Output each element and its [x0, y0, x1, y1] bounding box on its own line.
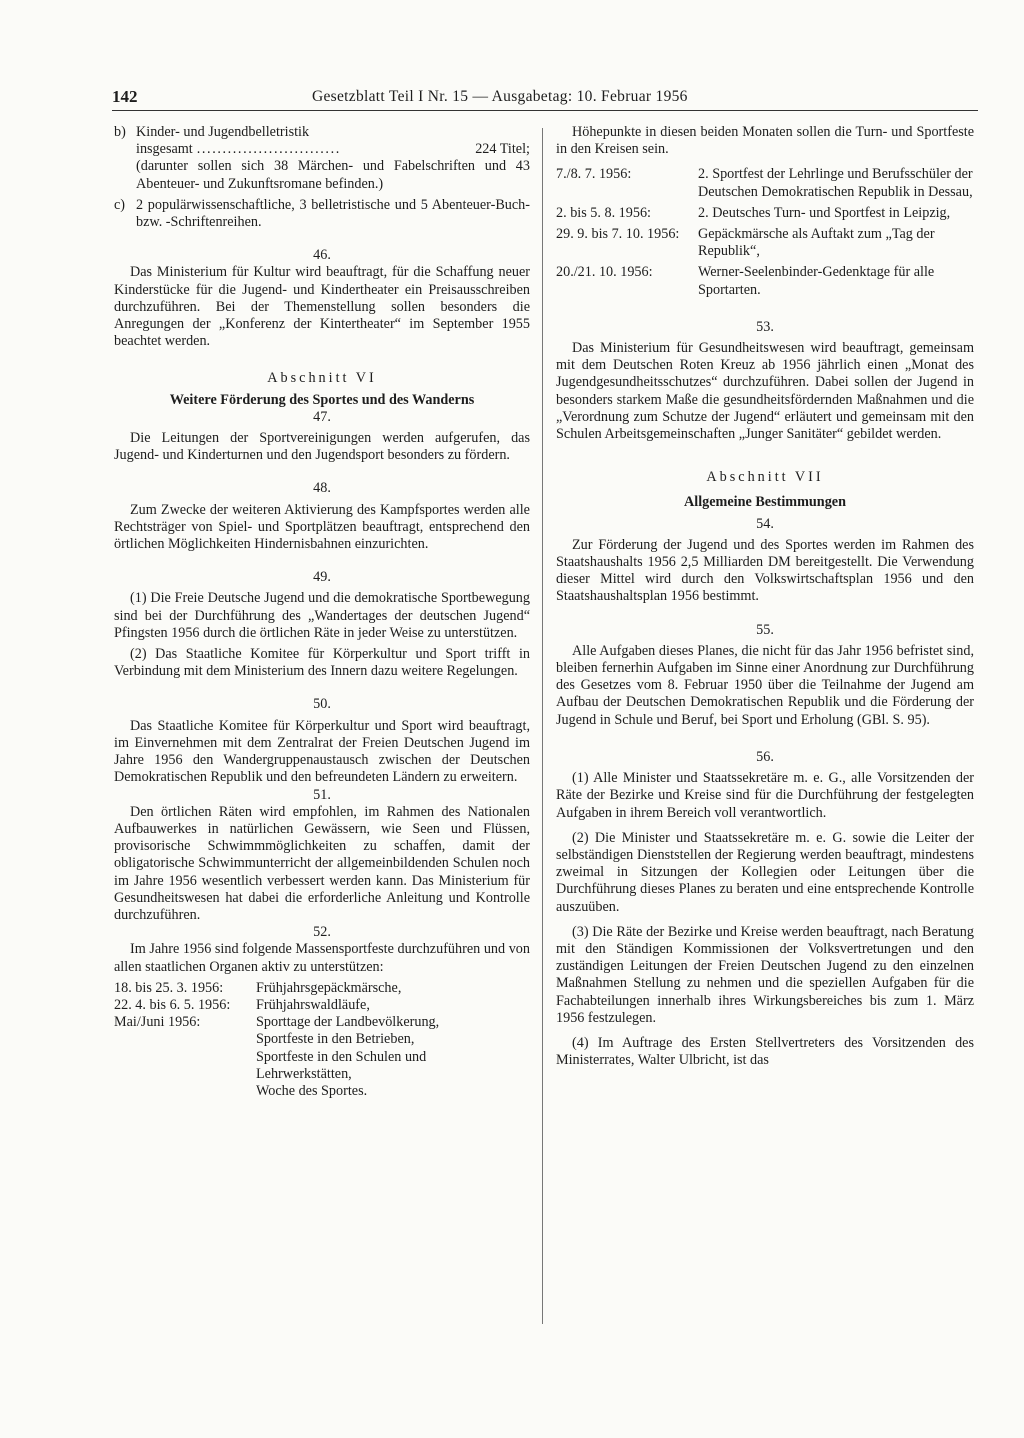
- list-item-b: [114, 124, 530, 193]
- schedule-event: Sportfeste in den Betrieben,: [256, 1031, 415, 1048]
- column-divider: [542, 128, 543, 1324]
- schedule-row: [556, 205, 974, 222]
- schedule-date: 2. bis 5. 8. 1956:: [556, 204, 651, 221]
- list-item-c: [114, 197, 530, 231]
- page-number: 142: [112, 87, 138, 106]
- list-label: b): [114, 124, 126, 140]
- paragraph-number: 56.: [756, 748, 774, 765]
- schedule-event: Sportfeste in den Schulen und Lehrwerkstätten,: [256, 1048, 427, 1082]
- right-column: [556, 124, 974, 1069]
- list-item-text: 2 populärwissenschaftliche, 3 belletristische und 5 Abenteuer-Buch- bzw. -Schriftenreihen.: [136, 196, 530, 231]
- schedule-row: [114, 997, 530, 1014]
- list-item-text: Kinder- und Jugendbelletristik: [136, 124, 310, 140]
- list-item-value: 224 Titel;: [475, 141, 530, 158]
- section-heading: Abschnitt VII: [706, 469, 824, 486]
- paragraph: (2) Das Staatliche Komitee für Körperkultur und Sport trifft in Verbindung mit dem Ministerium des Innern dazu weitere Regelungen.: [114, 646, 530, 680]
- schedule-event: Woche des Sportes.: [256, 1082, 368, 1099]
- paragraph: Alle Aufgaben dieses Planes, die nicht für das Jahr 1956 befristet sind, bleiben fernerhin Aufgaben im Sinne einer Anordnung zur Durchführung des Gesetzes vom 8. Februar 1950 über die Teilnahme der Jugend am Aufbau der Deutschen Demokratischen Republik und die Förderung der Jugend in Schule und Beruf, bei Sport und Erholung (GBl. S. 95).: [556, 642, 974, 728]
- paragraph: (3) Die Räte der Bezirke und Kreise werden beauftragt, nach Beratung mit den Ständigen Kommissionen der Volksvertretungen und den zuständigen Leitungen der Freien Deutschen Jugend zu den einzelnen Maßnahmen Stellung zu nehmen und die speziellen Aufgaben für die Fachabteilungen innerhalb ihres Wirkungsbereiches bis zum 1. März 1956 festzulegen.: [556, 923, 974, 1026]
- paragraph: Das Ministerium für Kultur wird beauftragt, für die Schaffung neuer Kinderstücke für die Jugend- und Kindertheater ein Preisausschreiben durchzuführen. Bei der Themenstellung sollen besonders die Anregungen der „Konferenz der Kintertheater“ im September 1955 beachtet werden.: [114, 264, 530, 350]
- paragraph-number: 52.: [313, 924, 331, 941]
- schedule-row: [114, 980, 530, 997]
- paragraph-number: 46.: [313, 247, 331, 264]
- paragraph-number: 55.: [756, 621, 774, 638]
- schedule-event: 2. Deutsches Turn- und Sportfest in Leipzig,: [698, 204, 951, 221]
- paragraph: (1) Alle Minister und Staatssekretäre m. e. G., alle Vorsitzenden der Räte der Bezirke und Kreise sind für die Durchführung der festgelegten Aufgaben in ihrem Bereich voll verantwortlich.: [556, 770, 974, 821]
- schedule-row: [556, 264, 974, 298]
- paragraph-number: 51.: [313, 786, 331, 803]
- schedule-date: 18. bis 25. 3. 1956:: [114, 979, 224, 996]
- running-title: Gesetzblatt Teil I Nr. 15 — Ausgabetag: 10. Februar 1956: [312, 88, 688, 105]
- paragraph: Zur Förderung der Jugend und des Sportes werden im Rahmen des Staatshaushalts 1956 2,5 Milliarden DM bereitgestellt. Die Verwendung dieser Mittel wird durch den Volkswirtschaftsplan 1956 und den Staatshaushaltsplan 1956 bestimmt.: [556, 536, 974, 605]
- list-item-text: insgesamt: [136, 141, 193, 158]
- schedule-event: Gepäckmärsche als Auftakt zum „Tag der Republik“,: [698, 226, 935, 260]
- schedule-date: 7./8. 7. 1956:: [556, 166, 632, 183]
- schedule-date: 29. 9. bis 7. 10. 1956:: [556, 226, 680, 243]
- page-header: [112, 84, 978, 111]
- schedule-row: [556, 226, 974, 260]
- paragraph: Die Leitungen der Sportvereinigungen werden aufgerufen, das Jugend- und Kinderturnen und den Jugendsport besonders zu fördern.: [114, 430, 530, 464]
- paragraph: Das Staatliche Komitee für Körperkultur und Sport wird beauftragt, im Einvernehmen mit dem Zentralrat der Freien Deutschen Jugend im Jahre 1956 den Wandergruppenaustausch zwischen der Deutschen Demokratischen Republik und den befreundeten Ländern zu erweitern.: [114, 717, 530, 786]
- section-title: Weitere Förderung des Sportes und des Wanderns: [169, 391, 475, 408]
- schedule-row: [114, 1014, 530, 1031]
- paragraph-number: 50.: [313, 696, 331, 713]
- list-label: c): [114, 196, 126, 213]
- schedule-row: [556, 166, 974, 200]
- paragraph: Das Ministerium für Gesundheitswesen wird beauftragt, gemeinsam mit dem Deutschen Roten Kreuz ab 1956 jährlich einen „Monat des Jugendgesundheitsschutzes“ durchzuführen. Dabei sollen der Jugend in besonders starkem Maße die gesundheitsfördernden Maßnahmen und die „Verordnung zum Schutze der Jugend“ erläutert und gemeinsam mit den Schulen Arbeitsgemeinschaften „Junger Sanitäter“ gebildet werden.: [556, 340, 974, 443]
- leader-dots: ............................: [196, 141, 341, 158]
- paragraph: Den örtlichen Räten wird empfohlen, im Rahmen des Nationalen Aufbauwerkes in natürlichen Gewässern, wie Seen und Flüssen, provisorische Schwimmmöglichkeiten zu schaffen, damit der obligatorische Schwimmunterricht der allgemeinbildenden Schulen noch im Jahre 1956 wesentlich verbessert werden kann. Das Ministerium für Gesundheitswesen hat dabei die erforderliche Anleitung und Kontrolle durchzuführen.: [114, 803, 530, 923]
- paragraph-number: 47.: [313, 408, 331, 425]
- schedule-event: Frühjahrsgepäckmärsche,: [256, 979, 402, 996]
- section-heading: Abschnitt VI: [267, 370, 377, 387]
- schedule-date: Mai/Juni 1956:: [114, 1014, 201, 1031]
- schedule-event: Werner-Seelenbinder-Gedenktage für alle Sportarten.: [698, 264, 935, 298]
- paragraph: (1) Die Freie Deutsche Jugend und die demokratische Sportbewegung sind bei der Durchführung des „Wandertages der deutschen Jugend“ Pfingsten 1956 durch die örtlichen Räte in jeder Weise zu unterstützen.: [114, 590, 530, 641]
- left-column: [114, 124, 530, 1100]
- schedule-event: 2. Sportfest der Lehrlinge und Berufsschüler der Deutschen Demokratischen Republik in Dessau,: [698, 166, 973, 200]
- paragraph: Zum Zwecke der weiteren Aktivierung des Kampfsportes werden alle Rechtsträger von Spiel- und Sportplätzen beauftragt, entsprechend den örtlichen Möglichkeiten Hindernisbahnen einzurichten.: [114, 501, 530, 553]
- schedule-event: Frühjahrswaldläufe,: [256, 996, 370, 1013]
- paragraph: (4) Im Auftrage des Ersten Stellvertreters des Vorsitzenden des Ministerrates, Walter Ulbricht, ist das: [556, 1034, 974, 1069]
- paragraph-number: 54.: [756, 515, 774, 532]
- list-item-text: (darunter sollen sich 38 Märchen- und Fabelschriften und 43 Abenteuer- und Zukunftsromane befinden.): [136, 158, 530, 192]
- schedule-date: 22. 4. bis 6. 5. 1956:: [114, 996, 231, 1013]
- paragraph-number: 49.: [313, 569, 331, 586]
- paragraph-number: 48.: [313, 480, 331, 497]
- paragraph: (2) Die Minister und Staatssekretäre m. e. G. sowie die Leiter der selbständigen Dienststellen der Regierung werden beauftragt, mindestens zweimal in Sitzungen der Kollegien oder Leitungen über die Durchführung dieses Planes zu beraten und eine entsprechende Kontrolle auszuüben.: [556, 829, 974, 915]
- schedule-date: 20./21. 10. 1956:: [556, 264, 653, 281]
- section-title: Allgemeine Bestimmungen: [684, 494, 846, 511]
- paragraph: Höhepunkte in diesen beiden Monaten sollen die Turn- und Sportfeste in den Kreisen sein.: [556, 124, 974, 158]
- paragraph-number: 53.: [756, 318, 774, 335]
- paragraph: Im Jahre 1956 sind folgende Massensportfeste durchzuführen und von allen staatlichen Organen aktiv zu unterstützen:: [114, 941, 530, 975]
- schedule-event: Sporttage der Landbevölkerung,: [256, 1014, 440, 1031]
